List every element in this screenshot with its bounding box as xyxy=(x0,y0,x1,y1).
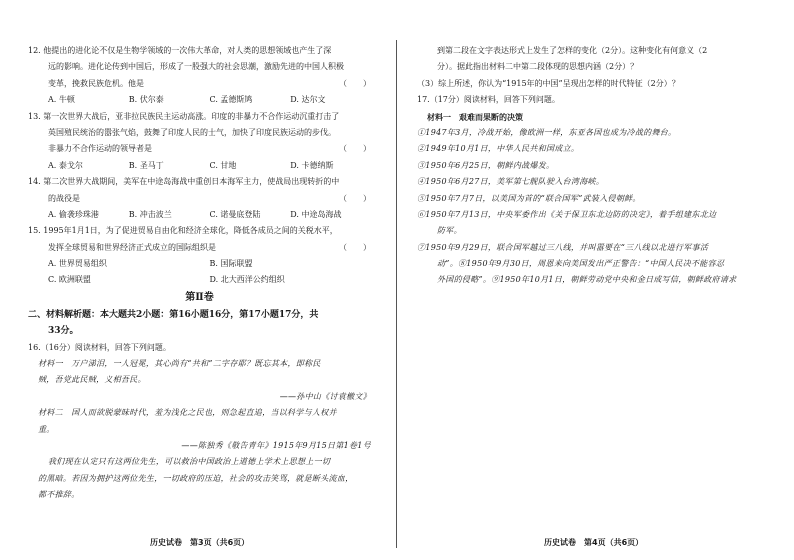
q12-line-1: 12. 他提出的进化论不仅是生物学领域的一次伟大革命，对人类的思想领域也产生了深 xyxy=(28,46,332,55)
q17-event-2: ②1949年10月1日，中华人民共和国成立。 xyxy=(417,144,580,154)
q15-answer-paren: （ ） xyxy=(339,242,371,252)
q15-stem-end: 发挥全球贸易和世界经济正式成立的国际组织是 xyxy=(48,242,216,252)
q12-option-c: C. 孟德斯鸠 xyxy=(209,95,253,105)
q17-event-1: ①1947年3月，冷战开始，像欧洲一样，东亚各国也成为冷战的舞台。 xyxy=(417,127,677,137)
q16-material-2-para-2-line-1: 我们现在认定只有这两位先生，可以救治中国政治上道德上学术上思想上一切 xyxy=(48,457,331,467)
q12-stem-end: 变革，挽救民族危机。他是 xyxy=(48,78,144,88)
section-2-heading-line-2: 33分。 xyxy=(48,326,79,337)
q15-option-c: C. 欧洲联盟 xyxy=(48,275,91,285)
q15-options-row-2 xyxy=(28,272,371,288)
q15-option-b: B. 国际联盟 xyxy=(209,259,253,269)
q16-2-continued-line-2: 分）。据此指出材料二中第二段体现的思想内涵（2分）？ xyxy=(437,62,639,72)
q16-material-1-line-1: 材料一 万户涕泪，一人冠冕，其心尚有“共和”二字存耶？既忘其本，即称民 xyxy=(38,359,321,369)
q13-option-b: B. 圣马丁 xyxy=(128,160,164,170)
q16-material-2-para-2-line-3: 都不推辞。 xyxy=(38,490,80,500)
q16-material-2-para-2-line-2: 的黑暗。若因为拥护这两位先生，一切政府的压迫，社会的攻击笑骂，就是断头流血， xyxy=(38,473,354,483)
q17-event-7-line-2: 动”。⑧1950年9月30日，周恩来向美国发出严正警告：“中国人民决不能容忍 xyxy=(437,259,725,269)
q17-instructions: 17.（17分）阅读材料，回答下列问题。 xyxy=(417,95,560,105)
right-page-footer: 历史试卷 第4页（共6页） xyxy=(544,538,644,547)
right-page-content xyxy=(397,43,794,289)
q13-answer-paren: （ ） xyxy=(339,144,371,154)
q14-line-2 xyxy=(28,191,371,207)
q12-option-a: A. 牛顿 xyxy=(48,95,75,105)
q17-event-3: ③1950年6月25日，朝鲜内战爆发。 xyxy=(417,160,555,170)
q17-event-6-line-2: 防军。 xyxy=(437,226,462,236)
q13-line-3 xyxy=(28,141,371,157)
q15-line-2 xyxy=(28,240,371,256)
q16-material-2-line-1: 材料二 国人而欲脱蒙昧时代，羞为浅化之民也，则急起直追，当以科学与人权并 xyxy=(38,408,337,418)
q14-option-c: C. 诺曼底登陆 xyxy=(209,209,261,219)
section-2-heading-line-1: 二、材料解析题：本大题共2小题：第16小题16分，第17小题17分，共 xyxy=(28,309,319,320)
q17-event-5: ⑤1950年7月7日，以美国为首的“联合国军”武装入侵朝鲜。 xyxy=(417,193,641,203)
q17-event-7-line-3: 外国的侵略”。⑨1950年10月1日，朝鲜劳动党中央和金日成写信，朝鲜政府请求 xyxy=(437,275,737,285)
right-page xyxy=(397,0,794,560)
q13-stem-end: 非暴力不合作运动的领导者是 xyxy=(48,144,152,154)
q13-line-2: 英国殖民统治的嚣张气焰，鼓舞了印度人民的士气，加快了印度民族运动的步伐。 xyxy=(48,127,336,137)
q14-options xyxy=(28,207,371,223)
q14-line-1: 14. 第二次世界大战期间，美军在中途岛海战中重创日本海军主力，使战局出现转折的中 xyxy=(28,177,340,187)
q16-material-1-source: ——孙中山《讨袁檄文》 xyxy=(279,391,371,401)
q12-line-2: 远的影响。进化论传到中国后，形成了一股强大的社会思潮，激励先进的中国人积极 xyxy=(48,62,344,72)
q14-option-d: D. 中途岛海战 xyxy=(290,209,342,219)
q13-option-a: A. 泰戈尔 xyxy=(48,160,83,170)
q12-option-d: D. 达尔文 xyxy=(290,95,326,105)
q15-option-a: A. 世界贸易组织 xyxy=(48,259,107,269)
q12-answer-paren: （ ） xyxy=(339,78,371,88)
q12-option-b: B. 伏尔泰 xyxy=(128,95,164,105)
q16-instructions: 16.（16分）阅读材料，回答下列问题。 xyxy=(28,342,171,352)
q17-material-1-title: 材料一 艰难而果断的决策 xyxy=(427,111,523,122)
q12-line-3 xyxy=(28,76,371,92)
left-page-content xyxy=(0,43,397,504)
q17-event-4: ④1950年6月27日，美军第七舰队驶入台湾海峡。 xyxy=(417,177,605,187)
q13-line-1: 13. 第一次世界大战后，亚非拉民族民主运动高涨。印度的非暴力不合作运动沉重打击了 xyxy=(28,111,340,121)
q14-option-b: B. 冲击波兰 xyxy=(128,209,172,219)
q13-options xyxy=(28,158,371,174)
q16-3: （3）综上所述，你认为“1915年的中国”呈现出怎样的时代特征（2分）？ xyxy=(417,78,680,88)
q16-material-2-line-2: 重。 xyxy=(38,424,55,434)
section-2-title: 第Ⅱ卷 xyxy=(185,291,214,303)
q17-event-6-line-1: ⑥1950年7月13日，中央军委作出《关于保卫东北边防的决定》，着手组建东北边 xyxy=(417,209,717,219)
q16-material-2-source-1: ——陈独秀《敬告青年》1915年9月15日第1卷1号 xyxy=(181,440,371,450)
q13-option-d: D. 卡德纳斯 xyxy=(290,160,334,170)
q15-line-1: 15. 1995年1月1日，为了促进贸易自由化和经济全球化，降低各成员之间的关税水平， xyxy=(28,226,338,236)
left-page-footer: 历史试卷 第3页（共6页） xyxy=(150,538,250,547)
q14-answer-paren: （ ） xyxy=(339,193,371,203)
q16-2-continued-line-1: 到第二段在文字表达形式上发生了怎样的变化（2分）。这种变化有何意义（2 xyxy=(437,46,708,55)
q12-options xyxy=(28,92,371,108)
q16-material-1-line-2: 贼，吾党此民贼，义相吾民。 xyxy=(38,375,146,385)
q14-option-a: A. 偷袭珍珠港 xyxy=(48,209,99,219)
q17-event-7-line-1: ⑦1950年9月29日，联合国军越过三八线，并叫嚣要在“三八线以北进行军事活 xyxy=(417,242,709,252)
q15-option-d: D. 北大西洋公约组织 xyxy=(209,275,285,285)
q15-options-row-1 xyxy=(28,256,371,272)
q14-stem-end: 的战役是 xyxy=(48,193,80,203)
q13-option-c: C. 甘地 xyxy=(209,160,237,170)
